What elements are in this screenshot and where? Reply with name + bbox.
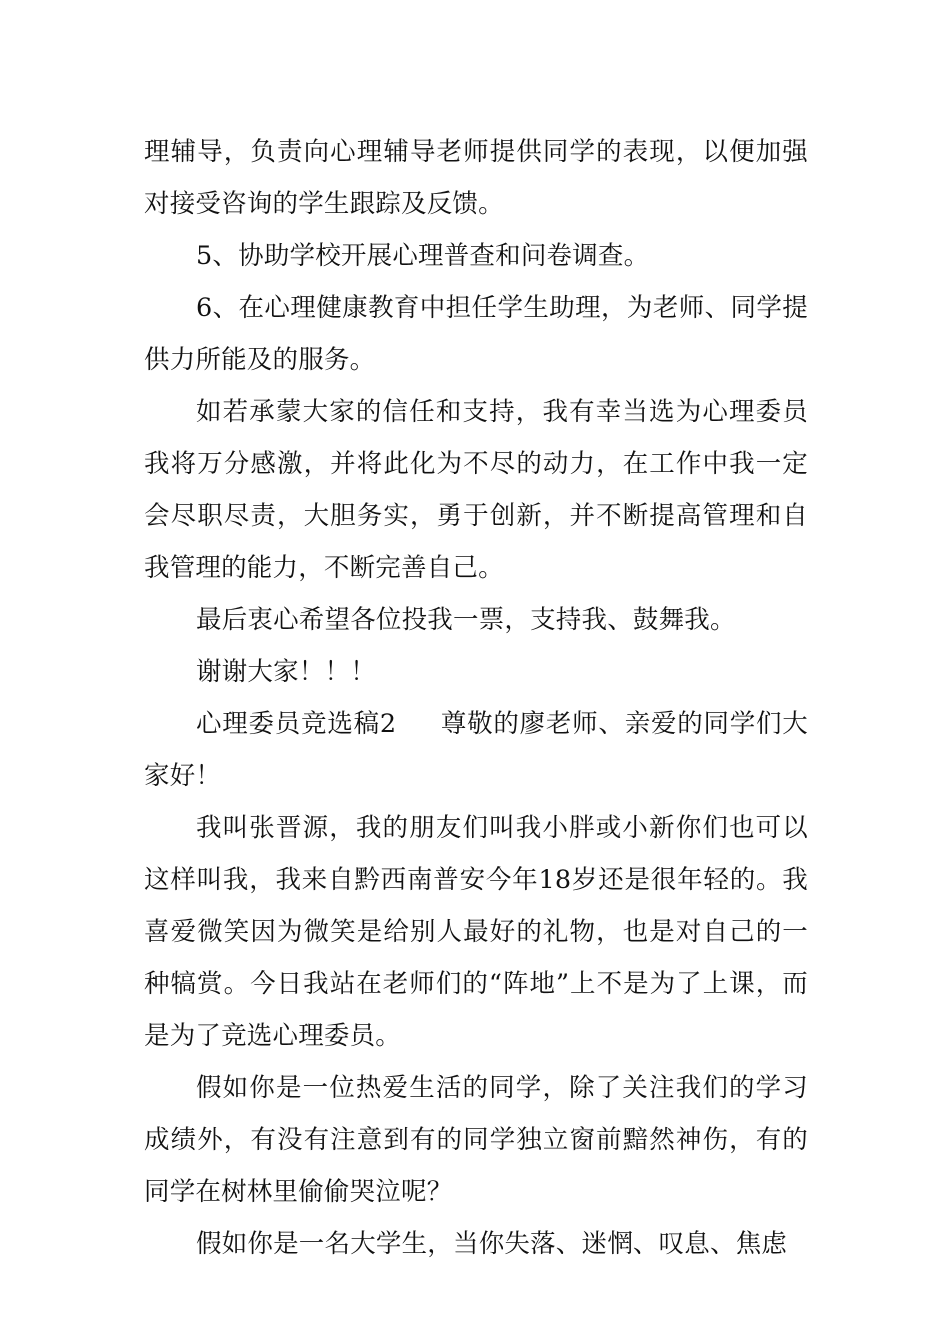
paragraph-3: 6、在心理健康教育中担任学生助理，为老师、同学提供力所能及的服务。 — [144, 293, 808, 375]
document-body — [144, 126, 808, 1270]
paragraph-9: 假如你是一位热爱生活的同学，除了关注我们的学习成绩外，有没有注意到有的同学独立窗前黯然神伤，有的同学在树林里偷偷哭泣呢？ — [144, 1073, 808, 1207]
greeting: 尊敬的廖老师、亲爱的同学们大家好！ — [144, 709, 808, 791]
paragraph-1: 理辅导，负责向心理辅导老师提供同学的表现，以便加强对接受咨询的学生跟踪及反馈。 — [144, 137, 808, 219]
paragraph-6: 谢谢大家！！！ — [196, 657, 376, 687]
section-title: 心理委员竞选稿2 — [196, 709, 397, 739]
paragraph-4: 如若承蒙大家的信任和支持，我有幸当选为心理委员我将万分感激，并将此化为不尽的动力，在工作中我一定会尽职尽责，大胆务实，勇于创新，并不断提高管理和自我管理的能力，不断完善自己。 — [144, 397, 808, 583]
paragraph-8: 我叫张晋源，我的朋友们叫我小胖或小新你们也可以这样叫我，我来自黔西南普安今年18岁还是很年轻的。我喜爱微笑因为微笑是给别人最好的礼物，也是对自己的一种犒赏。今日我站在老师们的“阵地”上不是为了上课，而是为了竞选心理委员。 — [144, 813, 808, 1051]
paragraph-5: 最后衷心希望各位投我一票，支持我、鼓舞我。 — [196, 605, 736, 635]
paragraph-2: 5、协助学校开展心理普查和问卷调查。 — [196, 241, 650, 271]
section-heading-paragraph — [144, 698, 808, 802]
paragraph-10: 假如你是一名大学生，当你失落、迷惘、叹息、焦虑 — [196, 1229, 788, 1259]
